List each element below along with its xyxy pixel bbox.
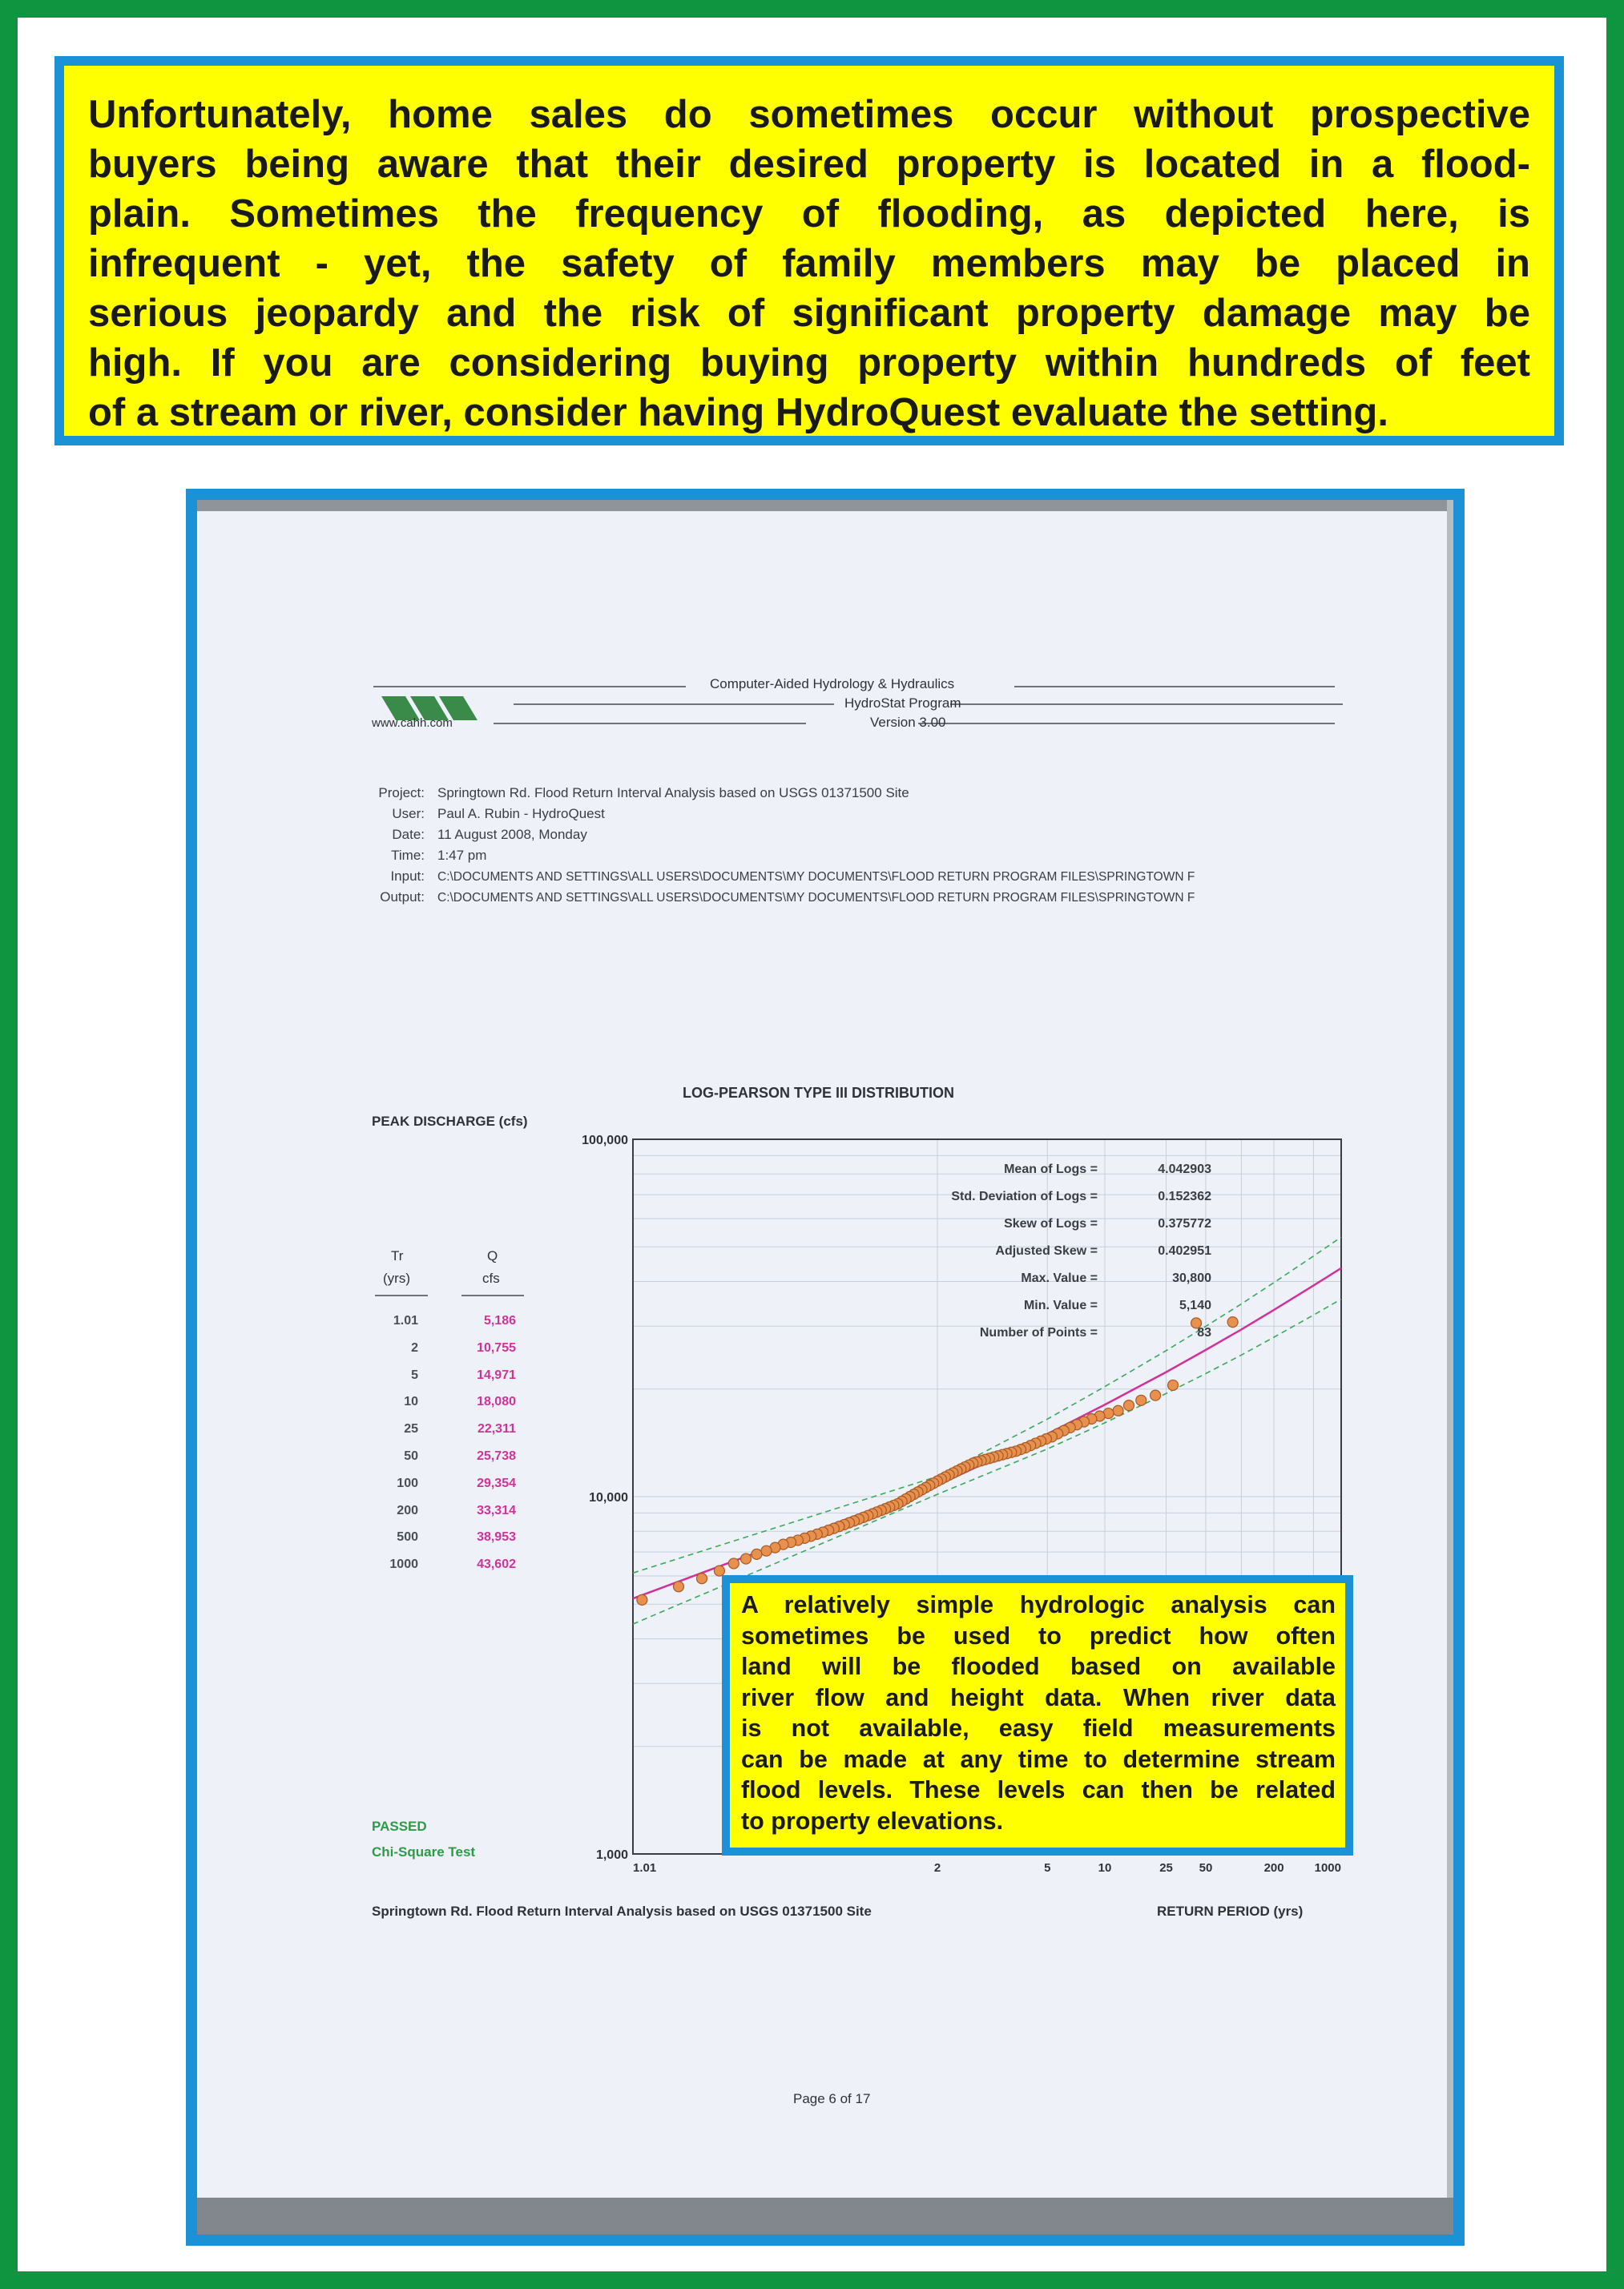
info-row-date: Date: 11 August 2008, Monday <box>392 827 587 842</box>
y-axis-label: PEAK DISCHARGE (cfs) <box>372 1114 528 1129</box>
x-tick-label: 2 <box>933 1861 941 1875</box>
stat-label: Max. Value = <box>1021 1271 1098 1285</box>
header-version: Version 3.00 <box>870 715 946 730</box>
stat-label: Mean of Logs = <box>1004 1163 1098 1176</box>
bottom-callout-line: is not available, easy field measurements <box>741 1715 1336 1742</box>
table-header-q: Q <box>487 1248 498 1263</box>
observed-peak-point <box>741 1554 752 1564</box>
stat-value: 0.375772 <box>1158 1217 1211 1231</box>
bottom-callout-line: A relatively simple hydrologic analysis can <box>741 1591 1336 1618</box>
stat-value: 83 <box>1197 1326 1211 1340</box>
y-tick-label: 1,000 <box>595 1848 628 1862</box>
top-callout-line: of a stream or river, consider having HydroQuest evaluate the setting. <box>88 391 1388 434</box>
stat-label: Skew of Logs = <box>1004 1217 1098 1231</box>
x-axis-label: RETURN PERIOD (yrs) <box>1157 1904 1304 1919</box>
top-callout-line: buyers being aware that their desired property is located in a flood- <box>88 143 1530 186</box>
table-cell-q: 29,354 <box>477 1476 516 1490</box>
info-row-output: Output: C:\DOCUMENTS AND SETTINGS\ALL USERS\DOCUMENTS\MY DOCUMENTS\FLOOD RETURN PROGRAM FILES\SPRINGTOWN F <box>380 889 1195 905</box>
top-callout-line: infrequent - yet, the safety of family members may be placed in <box>88 242 1530 285</box>
observed-peak-point <box>1227 1317 1238 1328</box>
table-cell-q: 10,755 <box>477 1340 516 1355</box>
info-row-user: User: Paul A. Rubin - HydroQuest <box>392 806 605 821</box>
y-tick-label: 100,000 <box>582 1134 628 1147</box>
table-cell-q: 18,080 <box>477 1395 516 1409</box>
info-row-time: Time: 1:47 pm <box>391 848 487 863</box>
bottom-callout-line: can be made at any time to determine stream <box>741 1745 1336 1773</box>
chart-caption: Springtown Rd. Flood Return Interval Analysis based on USGS 01371500 Site <box>372 1904 872 1919</box>
upper-confidence-line <box>633 1237 1341 1573</box>
table-cell-tr: 100 <box>397 1476 418 1490</box>
table-cell-q: 22,311 <box>477 1422 516 1437</box>
top-callout-line: high. If you are considering buying property within hundreds of feet <box>88 341 1530 385</box>
observed-peak-point <box>697 1574 707 1584</box>
table-cell-tr: 500 <box>397 1530 418 1545</box>
observed-peak-point <box>1151 1390 1161 1400</box>
top-callout-box <box>54 56 1564 445</box>
table-cell-tr: 200 <box>397 1503 418 1517</box>
bottom-callout-line: flood levels. These levels can then be related <box>741 1776 1336 1803</box>
table-cell-q: 25,738 <box>477 1449 516 1463</box>
table-header-q-unit: cfs <box>482 1271 500 1286</box>
x-tick-label: 25 <box>1159 1861 1173 1875</box>
x-tick-label: 1000 <box>1314 1861 1341 1875</box>
y-tick-label: 10,000 <box>589 1491 628 1505</box>
x-tick-label: 200 <box>1263 1861 1284 1875</box>
table-cell-tr: 50 <box>404 1449 418 1463</box>
chi-square-passed: PASSED <box>372 1819 427 1834</box>
table-cell-tr: 1000 <box>389 1558 418 1572</box>
info-row-input: Input: C:\DOCUMENTS AND SETTINGS\ALL USERS\DOCUMENTS\MY DOCUMENTS\FLOOD RETURN PROGRAM FILES\SPRINGTOWN F <box>390 868 1195 884</box>
x-tick-label: 10 <box>1098 1861 1112 1875</box>
observed-peak-point <box>1123 1400 1134 1411</box>
bottom-callout-line: river flow and height data. When river data <box>741 1683 1336 1711</box>
x-tick-label: 1.01 <box>633 1861 657 1875</box>
observed-peak-point <box>1168 1380 1179 1390</box>
chart-plot <box>197 500 1453 2235</box>
observed-peak-point <box>728 1558 739 1569</box>
table-cell-tr: 25 <box>404 1422 418 1437</box>
stat-label: Min. Value = <box>1023 1299 1098 1312</box>
bottom-callout-line: land will be flooded based on available <box>741 1653 1336 1680</box>
observed-peak-point <box>761 1545 772 1556</box>
header-website: www.cahh.com <box>372 716 453 730</box>
observed-peak-point <box>673 1582 683 1592</box>
bottom-callout-line: to property elevations. <box>741 1807 1004 1835</box>
observed-peak-point <box>1113 1405 1123 1416</box>
observed-peak-point <box>752 1549 762 1559</box>
chi-square-test: Chi-Square Test <box>372 1844 476 1860</box>
stat-label: Number of Points = <box>979 1326 1098 1340</box>
table-cell-q: 43,602 <box>477 1558 516 1572</box>
header-program: HydroStat Program <box>844 695 961 711</box>
table-cell-q: 14,971 <box>477 1368 516 1382</box>
stat-value: 0.402951 <box>1158 1244 1211 1258</box>
stat-label: Std. Deviation of Logs = <box>951 1190 1098 1203</box>
table-cell-tr: 1.01 <box>393 1314 418 1328</box>
chart-title: LOG-PEARSON TYPE III DISTRIBUTION <box>683 1085 955 1101</box>
table-cell-q: 38,953 <box>477 1530 516 1545</box>
table-cell-tr: 5 <box>411 1368 418 1382</box>
top-callout-line: plain. Sometimes the frequency of flooding, as depicted here, is <box>88 192 1530 236</box>
table-header-tr-unit: (yrs) <box>383 1271 410 1286</box>
observed-peak-point <box>637 1594 647 1605</box>
table-header-tr: Tr <box>391 1248 404 1263</box>
stat-value: 0.152362 <box>1158 1190 1211 1203</box>
page-number: Page 6 of 17 <box>793 2091 871 2106</box>
table-cell-tr: 2 <box>411 1340 418 1355</box>
bottom-callout-line: sometimes be used to predict how often <box>741 1622 1336 1650</box>
header-title: Computer-Aided Hydrology & Hydraulics <box>710 676 955 691</box>
top-callout-line: Unfortunately, home sales do sometimes occur without prospective <box>88 93 1530 136</box>
stat-value: 5,140 <box>1179 1299 1211 1312</box>
x-tick-label: 5 <box>1044 1861 1051 1875</box>
top-callout-line: serious jeopardy and the risk of significant property damage may be <box>88 292 1530 335</box>
info-row-project: Project: Springtown Rd. Flood Return Interval Analysis based on USGS 01371500 Site <box>378 785 909 800</box>
stat-label: Adjusted Skew = <box>995 1244 1098 1258</box>
table-cell-q: 5,186 <box>483 1314 516 1328</box>
observed-peak-point <box>1136 1395 1146 1405</box>
stat-value: 4.042903 <box>1158 1163 1211 1176</box>
x-tick-label: 50 <box>1199 1861 1213 1875</box>
table-cell-tr: 10 <box>404 1395 418 1409</box>
document-photo <box>186 489 1465 2246</box>
table-cell-q: 33,314 <box>477 1503 516 1517</box>
stat-value: 30,800 <box>1172 1271 1211 1285</box>
bottom-callout-box <box>722 1575 1353 1856</box>
